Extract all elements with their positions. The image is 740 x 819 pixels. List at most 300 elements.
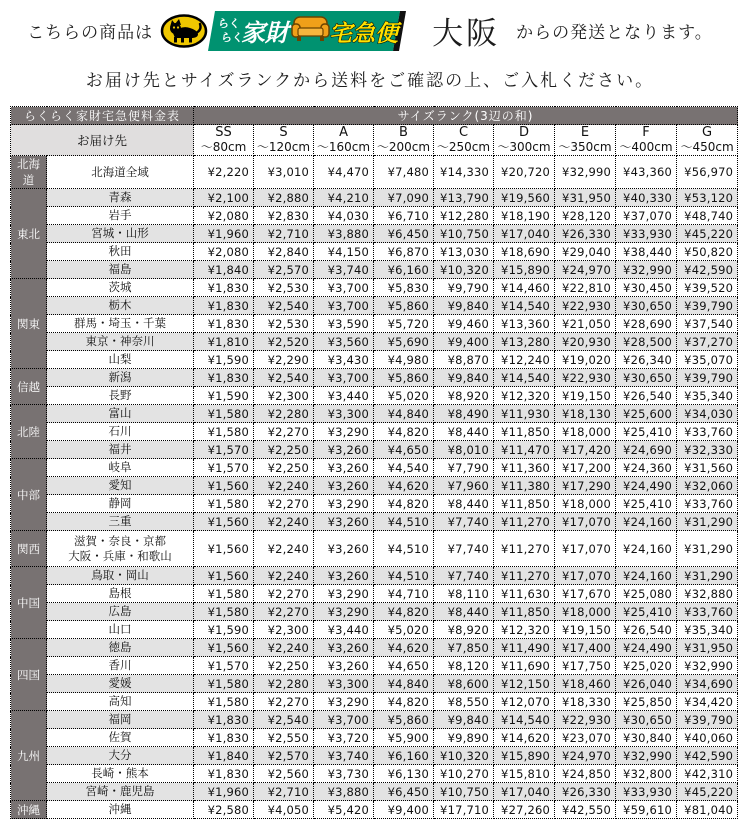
destination-cell: 福岡 — [47, 711, 194, 729]
region-label: 東北 — [11, 189, 47, 279]
price-cell: ¥3,440 — [314, 387, 374, 405]
price-cell: ¥2,240 — [254, 513, 314, 531]
price-cell: ¥10,320 — [434, 747, 494, 765]
price-cell: ¥5,860 — [374, 369, 434, 387]
price-cell: ¥34,030 — [677, 405, 738, 423]
price-cell: ¥11,270 — [494, 531, 555, 567]
price-cell: ¥33,930 — [616, 225, 677, 243]
price-cell: ¥22,930 — [555, 711, 616, 729]
price-cell: ¥3,440 — [314, 621, 374, 639]
region-label: 関西 — [11, 531, 47, 567]
price-cell: ¥6,130 — [374, 765, 434, 783]
destination-cell: 鳥取・岡山 — [47, 567, 194, 585]
price-cell: ¥2,280 — [254, 675, 314, 693]
price-cell: ¥32,800 — [616, 765, 677, 783]
price-cell: ¥4,650 — [374, 441, 434, 459]
price-cell: ¥26,540 — [616, 621, 677, 639]
shipping-info-page — [0, 8, 740, 817]
price-cell: ¥53,120 — [677, 189, 738, 207]
price-cell: ¥3,260 — [314, 657, 374, 675]
destination-cell: 福島 — [47, 261, 194, 279]
rakuraku-kazai-takkyubin-logo — [161, 11, 406, 51]
size-rank-header: サイズランク(3辺の和) — [194, 107, 738, 125]
price-cell: ¥24,160 — [616, 567, 677, 585]
price-cell: ¥11,270 — [494, 567, 555, 585]
price-cell: ¥40,330 — [616, 189, 677, 207]
price-cell: ¥5,860 — [374, 297, 434, 315]
rate-row — [11, 333, 738, 351]
price-cell: ¥2,240 — [254, 531, 314, 567]
price-cell: ¥4,840 — [374, 675, 434, 693]
price-cell: ¥1,580 — [194, 675, 254, 693]
price-cell: ¥37,270 — [677, 333, 738, 351]
destination-cell: 島根 — [47, 585, 194, 603]
price-cell: ¥24,160 — [616, 531, 677, 567]
price-cell: ¥17,200 — [555, 459, 616, 477]
price-cell: ¥7,960 — [434, 477, 494, 495]
rate-row — [11, 207, 738, 225]
price-cell: ¥9,400 — [434, 333, 494, 351]
price-cell: ¥14,460 — [494, 279, 555, 297]
price-cell: ¥17,400 — [555, 639, 616, 657]
price-cell: ¥4,820 — [374, 423, 434, 441]
price-cell: ¥30,650 — [616, 297, 677, 315]
price-cell: ¥5,020 — [374, 621, 434, 639]
price-cell: ¥17,070 — [555, 513, 616, 531]
rate-row — [11, 297, 738, 315]
price-cell: ¥26,330 — [555, 225, 616, 243]
price-cell: ¥4,820 — [374, 495, 434, 513]
price-cell: ¥13,360 — [494, 315, 555, 333]
destination-cell: 香川 — [47, 657, 194, 675]
price-cell: ¥12,240 — [494, 351, 555, 369]
price-cell: ¥19,020 — [555, 351, 616, 369]
price-cell: ¥19,150 — [555, 621, 616, 639]
price-cell: ¥45,220 — [677, 225, 738, 243]
price-cell: ¥29,040 — [555, 243, 616, 261]
price-cell: ¥30,650 — [616, 369, 677, 387]
price-cell: ¥2,710 — [254, 783, 314, 801]
price-cell: ¥5,830 — [374, 279, 434, 297]
price-cell: ¥39,790 — [677, 297, 738, 315]
price-cell: ¥5,690 — [374, 333, 434, 351]
price-cell: ¥5,420 — [314, 801, 374, 819]
region-label: 北陸 — [11, 405, 47, 459]
price-cell: ¥8,440 — [434, 495, 494, 513]
price-cell: ¥13,280 — [494, 333, 555, 351]
price-cell: ¥24,970 — [555, 747, 616, 765]
price-cell: ¥4,510 — [374, 567, 434, 585]
region-label: 九州 — [11, 711, 47, 801]
destination-cell: 青森 — [47, 189, 194, 207]
destination-cell: 宮崎・鹿児島 — [47, 783, 194, 801]
price-cell: ¥32,990 — [555, 156, 616, 189]
price-cell: ¥4,710 — [374, 585, 434, 603]
price-cell: ¥11,270 — [494, 513, 555, 531]
price-cell: ¥2,540 — [254, 297, 314, 315]
price-cell: ¥4,840 — [374, 405, 434, 423]
price-cell: ¥6,160 — [374, 261, 434, 279]
price-cell: ¥25,020 — [616, 657, 677, 675]
price-cell: ¥7,740 — [434, 531, 494, 567]
price-cell: ¥4,470 — [314, 156, 374, 189]
price-cell: ¥3,700 — [314, 369, 374, 387]
price-cell: ¥17,040 — [494, 225, 555, 243]
price-cell: ¥4,650 — [374, 657, 434, 675]
price-cell: ¥4,980 — [374, 351, 434, 369]
rate-row — [11, 387, 738, 405]
rate-row — [11, 783, 738, 801]
price-cell: ¥3,700 — [314, 711, 374, 729]
destination-cell: 群馬・埼玉・千葉 — [47, 315, 194, 333]
price-cell: ¥1,580 — [194, 693, 254, 711]
size-column-header-e: E ～350cm — [555, 125, 616, 156]
price-cell: ¥30,650 — [616, 711, 677, 729]
price-cell: ¥26,540 — [616, 387, 677, 405]
price-cell: ¥24,690 — [616, 441, 677, 459]
price-cell: ¥10,320 — [434, 261, 494, 279]
price-cell: ¥1,580 — [194, 405, 254, 423]
price-cell: ¥31,290 — [677, 567, 738, 585]
destination-cell: 新潟 — [47, 369, 194, 387]
price-cell: ¥3,260 — [314, 441, 374, 459]
destination-cell: 滋賀・奈良・京都 大阪・兵庫・和歌山 — [47, 531, 194, 567]
rate-row — [11, 801, 738, 819]
size-column-header-c: C ～250cm — [434, 125, 494, 156]
price-cell: ¥24,490 — [616, 477, 677, 495]
price-cell: ¥17,070 — [555, 531, 616, 567]
destination-cell: 石川 — [47, 423, 194, 441]
price-cell: ¥42,590 — [677, 261, 738, 279]
price-cell: ¥14,330 — [434, 156, 494, 189]
price-cell: ¥3,010 — [254, 156, 314, 189]
price-cell: ¥3,730 — [314, 765, 374, 783]
price-cell: ¥4,150 — [314, 243, 374, 261]
price-cell: ¥12,320 — [494, 621, 555, 639]
price-cell: ¥4,540 — [374, 459, 434, 477]
price-cell: ¥1,830 — [194, 369, 254, 387]
price-cell: ¥28,500 — [616, 333, 677, 351]
price-cell: ¥2,520 — [254, 333, 314, 351]
destination-cell: 山口 — [47, 621, 194, 639]
rate-row — [11, 369, 738, 387]
rate-row — [11, 711, 738, 729]
size-column-header-b: B ～200cm — [374, 125, 434, 156]
price-cell: ¥40,060 — [677, 729, 738, 747]
size-column-header-ss: SS ～80cm — [194, 125, 254, 156]
price-cell: ¥17,070 — [555, 567, 616, 585]
price-cell: ¥18,690 — [494, 243, 555, 261]
price-cell: ¥81,040 — [677, 801, 738, 819]
price-cell: ¥4,510 — [374, 513, 434, 531]
price-cell: ¥2,270 — [254, 603, 314, 621]
price-cell: ¥30,450 — [616, 279, 677, 297]
price-cell: ¥1,840 — [194, 261, 254, 279]
price-cell: ¥20,720 — [494, 156, 555, 189]
price-cell: ¥35,070 — [677, 351, 738, 369]
destination-cell: 岐阜 — [47, 459, 194, 477]
price-cell: ¥2,550 — [254, 729, 314, 747]
column-header-row — [11, 125, 738, 156]
price-cell: ¥2,240 — [254, 477, 314, 495]
price-cell: ¥33,930 — [616, 783, 677, 801]
price-cell: ¥8,440 — [434, 603, 494, 621]
price-cell: ¥4,210 — [314, 189, 374, 207]
price-cell: ¥1,580 — [194, 495, 254, 513]
price-cell: ¥2,270 — [254, 423, 314, 441]
region-label: 関東 — [11, 279, 47, 369]
rate-row — [11, 477, 738, 495]
price-cell: ¥5,020 — [374, 387, 434, 405]
region-label: 信越 — [11, 369, 47, 405]
rate-row — [11, 513, 738, 531]
rate-row — [11, 351, 738, 369]
price-cell: ¥18,190 — [494, 207, 555, 225]
destination-cell: 愛知 — [47, 477, 194, 495]
logo-svg — [161, 11, 406, 51]
price-cell: ¥3,300 — [314, 405, 374, 423]
price-cell: ¥3,700 — [314, 279, 374, 297]
price-cell: ¥4,620 — [374, 477, 434, 495]
price-cell: ¥8,010 — [434, 441, 494, 459]
rate-row — [11, 441, 738, 459]
price-cell: ¥1,590 — [194, 621, 254, 639]
destination-cell: 沖縄 — [47, 801, 194, 819]
price-cell: ¥5,900 — [374, 729, 434, 747]
price-cell: ¥2,840 — [254, 243, 314, 261]
price-cell: ¥24,360 — [616, 459, 677, 477]
price-cell: ¥2,100 — [194, 189, 254, 207]
price-cell: ¥2,080 — [194, 243, 254, 261]
price-cell: ¥34,420 — [677, 693, 738, 711]
price-cell: ¥32,990 — [616, 261, 677, 279]
destination-cell: 大分 — [47, 747, 194, 765]
price-cell: ¥1,830 — [194, 729, 254, 747]
price-cell: ¥8,490 — [434, 405, 494, 423]
price-cell: ¥31,560 — [677, 459, 738, 477]
price-cell: ¥8,920 — [434, 621, 494, 639]
price-cell: ¥33,760 — [677, 495, 738, 513]
price-cell: ¥11,380 — [494, 477, 555, 495]
rate-row — [11, 156, 738, 189]
statement-suffix: からの発送となります。 — [516, 23, 713, 43]
destination-cell: 東京・神奈川 — [47, 333, 194, 351]
rate-row — [11, 729, 738, 747]
price-cell: ¥3,430 — [314, 351, 374, 369]
price-cell: ¥1,830 — [194, 279, 254, 297]
price-cell: ¥1,830 — [194, 765, 254, 783]
price-cell: ¥39,520 — [677, 279, 738, 297]
statement-prefix: こちらの商品は — [27, 23, 154, 43]
price-cell: ¥8,110 — [434, 585, 494, 603]
price-cell: ¥20,930 — [555, 333, 616, 351]
price-cell: ¥3,290 — [314, 603, 374, 621]
price-cell: ¥2,540 — [254, 711, 314, 729]
destination-cell: 佐賀 — [47, 729, 194, 747]
price-cell: ¥2,570 — [254, 261, 314, 279]
price-cell: ¥2,830 — [254, 207, 314, 225]
destination-cell: 三重 — [47, 513, 194, 531]
price-cell: ¥2,240 — [254, 567, 314, 585]
price-cell: ¥15,810 — [494, 765, 555, 783]
price-cell: ¥2,530 — [254, 279, 314, 297]
price-cell: ¥2,220 — [194, 156, 254, 189]
price-cell: ¥50,820 — [677, 243, 738, 261]
price-cell: ¥11,470 — [494, 441, 555, 459]
price-cell: ¥27,260 — [494, 801, 555, 819]
price-cell: ¥22,930 — [555, 297, 616, 315]
price-cell: ¥2,540 — [254, 369, 314, 387]
destination-cell: 富山 — [47, 405, 194, 423]
rate-row — [11, 747, 738, 765]
price-cell: ¥18,000 — [555, 423, 616, 441]
price-cell: ¥8,550 — [434, 693, 494, 711]
price-cell: ¥4,820 — [374, 693, 434, 711]
price-cell: ¥43,360 — [616, 156, 677, 189]
region-label: 四国 — [11, 639, 47, 711]
price-cell: ¥37,540 — [677, 315, 738, 333]
price-cell: ¥25,410 — [616, 423, 677, 441]
price-cell: ¥3,260 — [314, 531, 374, 567]
price-cell: ¥3,260 — [314, 639, 374, 657]
price-cell: ¥17,710 — [434, 801, 494, 819]
rate-row — [11, 189, 738, 207]
price-cell: ¥2,710 — [254, 225, 314, 243]
price-cell: ¥25,850 — [616, 693, 677, 711]
yamato-cat-icon — [162, 15, 206, 46]
price-cell: ¥23,070 — [555, 729, 616, 747]
price-cell: ¥2,300 — [254, 387, 314, 405]
price-cell: ¥11,850 — [494, 495, 555, 513]
destination-cell: 岩手 — [47, 207, 194, 225]
origin-city: 大阪 — [432, 16, 501, 52]
price-cell: ¥6,450 — [374, 783, 434, 801]
price-cell: ¥1,560 — [194, 567, 254, 585]
price-cell: ¥56,970 — [677, 156, 738, 189]
rate-row — [11, 675, 738, 693]
price-cell: ¥1,570 — [194, 441, 254, 459]
instruction-subtitle: お届け先とサイズランクから送料をご確認の上、ご入札ください。 — [85, 71, 655, 91]
price-cell: ¥14,540 — [494, 369, 555, 387]
price-cell: ¥31,290 — [677, 531, 738, 567]
price-cell: ¥42,590 — [677, 747, 738, 765]
rate-row — [11, 531, 738, 567]
price-cell: ¥35,340 — [677, 387, 738, 405]
price-cell: ¥42,550 — [555, 801, 616, 819]
price-cell: ¥13,790 — [434, 189, 494, 207]
price-cell: ¥8,920 — [434, 387, 494, 405]
price-cell: ¥1,560 — [194, 531, 254, 567]
price-cell: ¥32,990 — [677, 657, 738, 675]
price-cell: ¥14,540 — [494, 711, 555, 729]
price-cell: ¥25,080 — [616, 585, 677, 603]
price-cell: ¥3,290 — [314, 693, 374, 711]
destination-cell: 福井 — [47, 441, 194, 459]
rate-row — [11, 405, 738, 423]
rate-row — [11, 225, 738, 243]
price-cell: ¥17,670 — [555, 585, 616, 603]
price-cell: ¥11,850 — [494, 603, 555, 621]
price-cell: ¥2,270 — [254, 693, 314, 711]
price-cell: ¥9,840 — [434, 297, 494, 315]
price-cell: ¥12,280 — [434, 207, 494, 225]
price-cell: ¥11,360 — [494, 459, 555, 477]
price-cell: ¥11,630 — [494, 585, 555, 603]
price-cell: ¥24,490 — [616, 639, 677, 657]
price-cell: ¥9,840 — [434, 711, 494, 729]
price-cell: ¥18,330 — [555, 693, 616, 711]
price-cell: ¥9,400 — [374, 801, 434, 819]
price-cell: ¥48,740 — [677, 207, 738, 225]
price-cell: ¥4,820 — [374, 603, 434, 621]
price-cell: ¥3,290 — [314, 423, 374, 441]
rate-row — [11, 621, 738, 639]
price-cell: ¥3,700 — [314, 297, 374, 315]
price-cell: ¥33,760 — [677, 603, 738, 621]
price-cell: ¥2,270 — [254, 585, 314, 603]
price-cell: ¥2,270 — [254, 495, 314, 513]
price-cell: ¥26,040 — [616, 675, 677, 693]
price-cell: ¥3,260 — [314, 513, 374, 531]
price-cell: ¥35,340 — [677, 621, 738, 639]
price-cell: ¥1,830 — [194, 297, 254, 315]
price-cell: ¥7,790 — [434, 459, 494, 477]
price-cell: ¥11,850 — [494, 423, 555, 441]
price-cell: ¥8,870 — [434, 351, 494, 369]
logo-kazai-text: 家財 — [241, 18, 290, 47]
price-cell: ¥3,260 — [314, 567, 374, 585]
destination-cell: 徳島 — [47, 639, 194, 657]
price-cell: ¥1,960 — [194, 783, 254, 801]
price-cell: ¥17,040 — [494, 783, 555, 801]
price-cell: ¥2,250 — [254, 441, 314, 459]
region-label: 中国 — [11, 567, 47, 639]
price-cell: ¥28,690 — [616, 315, 677, 333]
price-cell: ¥9,840 — [434, 369, 494, 387]
price-cell: ¥3,720 — [314, 729, 374, 747]
price-cell: ¥34,690 — [677, 675, 738, 693]
destination-cell: 茨城 — [47, 279, 194, 297]
price-cell: ¥17,420 — [555, 441, 616, 459]
rate-row — [11, 243, 738, 261]
price-cell: ¥11,490 — [494, 639, 555, 657]
price-cell: ¥3,740 — [314, 261, 374, 279]
price-cell: ¥1,560 — [194, 477, 254, 495]
price-cell: ¥17,290 — [555, 477, 616, 495]
price-cell: ¥22,810 — [555, 279, 616, 297]
price-cell: ¥12,320 — [494, 387, 555, 405]
price-cell: ¥1,570 — [194, 657, 254, 675]
price-cell: ¥15,890 — [494, 747, 555, 765]
rate-row — [11, 495, 738, 513]
rate-row — [11, 603, 738, 621]
destination-cell: 高知 — [47, 693, 194, 711]
price-cell: ¥7,090 — [374, 189, 434, 207]
price-cell: ¥3,560 — [314, 333, 374, 351]
price-cell: ¥18,000 — [555, 495, 616, 513]
price-cell: ¥25,410 — [616, 603, 677, 621]
price-cell: ¥2,080 — [194, 207, 254, 225]
price-cell: ¥1,960 — [194, 225, 254, 243]
price-cell: ¥1,590 — [194, 351, 254, 369]
price-cell: ¥10,750 — [434, 225, 494, 243]
price-cell: ¥3,260 — [314, 477, 374, 495]
price-cell: ¥1,570 — [194, 459, 254, 477]
rate-row — [11, 639, 738, 657]
destination-cell: 宮城・山形 — [47, 225, 194, 243]
price-cell: ¥33,760 — [677, 423, 738, 441]
price-cell: ¥31,290 — [677, 513, 738, 531]
